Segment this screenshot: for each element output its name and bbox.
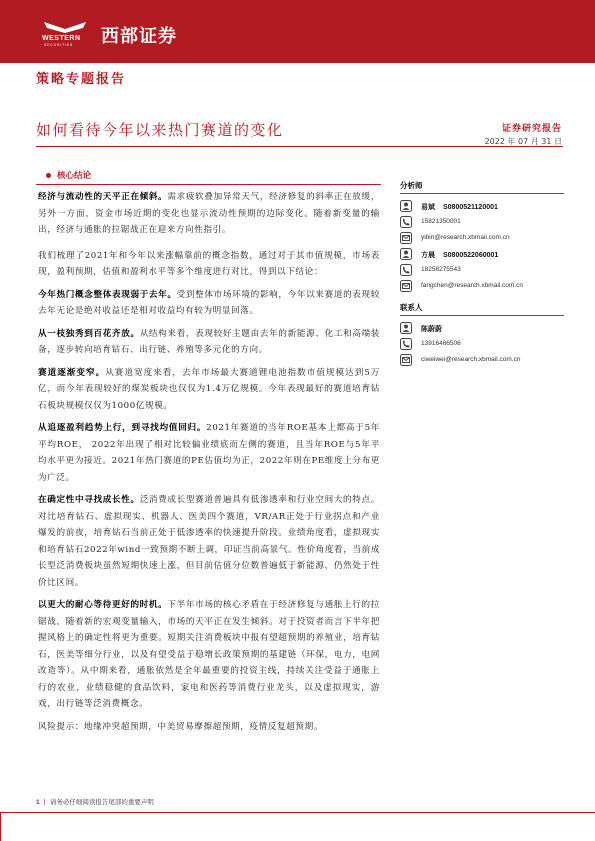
analyst-email-row <box>400 232 564 248</box>
report-date: 2022 年 07 月 31 日 <box>484 137 562 146</box>
analyst-email[interactable]: fangchen@research.xbmail.com.cn <box>421 282 523 289</box>
section-header <box>36 169 381 183</box>
logo-en-top: WESTERN <box>42 35 81 42</box>
analyst-divider <box>400 193 564 194</box>
person-icon <box>400 322 412 334</box>
analyst-phone: 15821350001 <box>421 218 461 225</box>
paragraph <box>38 365 380 415</box>
paragraph <box>38 287 380 320</box>
contact-phone-row <box>400 338 564 354</box>
analyst-email-row <box>400 280 564 296</box>
section-title: 核心结论 <box>57 171 92 181</box>
phone-icon <box>400 216 412 228</box>
phone-icon <box>400 338 412 350</box>
report-type: 策略专题报告 <box>36 72 127 87</box>
paragraph-text: 泛消费成长型赛道普遍具有低渗透率和行业空间大的特点。对比培育钻石、虚拟现实、机器人、医美四个赛道，VR/AR正处于行业拐点和产业爆发的前夜，培育钻石当前正处于低渗透率的快速提升阶段。业绩角度看，虚拟现实和培育钻石2022年wind一致预期不断上调，印证当前高景气。性价角度看，当前成长型泛消费板块虽然短期快速上涨，但目前估值分位数普遍低于新能源，仍然处于性价比区间。 <box>38 495 381 588</box>
analyst-name-row <box>400 200 564 216</box>
contact-name: 陈蔚蔚 <box>421 324 442 333</box>
bullet-dot-icon <box>46 173 51 178</box>
analyst-phone: 18258275543 <box>421 266 461 273</box>
footer-separator: | <box>43 798 46 806</box>
contact-name-row <box>400 322 564 338</box>
person-icon <box>400 200 412 212</box>
paragraph <box>38 597 380 713</box>
header-bar <box>0 0 595 63</box>
paragraph <box>38 420 380 486</box>
paragraph-text: 从结构来看，表现较好主题由去年的新能源、化工和高端装备，逐步转向培育钻石、出行链、养殖等多元化的方向。 <box>38 328 380 355</box>
paragraph-lead: 在确定性中寻找成长性。 <box>38 495 140 505</box>
company-logo <box>38 20 208 48</box>
report-label: 证券研究报告 <box>501 124 562 134</box>
paragraph-lead: 从一枝独秀到百花齐放。 <box>38 328 140 339</box>
paragraph <box>38 189 380 239</box>
phone-icon <box>400 264 412 276</box>
page-title: 如何看待今年以来热门赛道的变化 <box>36 121 284 139</box>
logo-cn: 西部证券 <box>101 26 177 47</box>
email-icon <box>400 232 412 244</box>
paragraph-text: 从赛道宽度来看，去年市场最大赛道锂电池指数市值规模达到5万亿，而今年表现较好的煤炭板块也仅仅为1.4万亿规模。今年表现最好的赛道培育钻石板块规模仅仅为1000亿规模。 <box>38 367 380 411</box>
footer-disclaimer: 请务必仔细阅读报告尾部的重要声明 <box>49 798 154 806</box>
paragraph <box>38 248 380 281</box>
paragraph <box>38 492 380 591</box>
email-icon <box>400 354 412 366</box>
analyst-name-row <box>400 248 564 264</box>
paragraph-text: 需求疲软叠加异常天气，经济修复的斜率正在放缓，另外一方面，资金市场近期的变化也显示流动性预期的边际变化。随着新变量的输出，经济与通胀的拉锯战正在迎来方向性指引。 <box>38 192 380 235</box>
logo-en-bottom: SECURITIES <box>44 43 74 47</box>
analyst-cert: S0800522060001 <box>443 252 499 259</box>
analyst-cert: S0800521120001 <box>443 204 498 211</box>
analyst-phone-row <box>400 216 564 232</box>
paragraph-text: 下半年市场的核心矛盾在于经济修复与通胀上行的拉锯战，随着新的宏观变量输入，市场的天平正在发生倾斜。对于投资者而言下半年把握风格上的确定性将更为重要。短期关注消费板块中报有望超预期的养殖业，培育钻石，医美等细分行业，以及有望受益于稳增长政策预期的基建链（环保，电力，电网改造等）。从中期来看，通胀依然是全年最重要的投资主线，持续关注受益于通胀上行的农业，业绩稳健的食品饮料，家电和医药等消费行业龙头，以及虚拟现实，游戏，出行链等泛消费概念。 <box>38 600 380 709</box>
paragraph-text: 我们梳理了2021年和今年以来涨幅靠前的概念指数，通过对于其市值规模，市场表现，盈利预期，估值和盈利水平等多个维度进行对比，得到以下结论： <box>38 250 380 277</box>
analyst-email[interactable]: yibin@research.xbmail.com.cn <box>421 234 510 241</box>
person-icon <box>400 248 412 260</box>
page-number: 1 <box>36 799 40 806</box>
footer-divider <box>0 812 595 813</box>
paragraph-text: 2021年赛道的当年ROE基本上都高于5年平均ROE， 2022年出现了相对比较偏业绩底而左侧的赛道，且当年ROE与5年平均水平更为接近。2021年热门赛道的PE估值均为正，2022年则在PE维度上分布更为广泛。 <box>38 423 380 483</box>
footer-corner-line <box>0 812 20 841</box>
analyst-phone-row <box>400 264 564 280</box>
paragraph-text: 受到整体市场环境的影响，今年以来赛道的表现较去年无论是绝对收益还是相对收益均有较为明显回落。 <box>38 289 380 316</box>
paragraph-lead: 以更大的耐心等待更好的时机。 <box>38 600 168 610</box>
paragraph-lead: 从追逐盈利趋势上行，到寻找均值回归。 <box>38 423 207 433</box>
risk-warning <box>38 719 380 736</box>
contact-email[interactable]: ciweiwei@research.xbmail.com.cn <box>421 356 521 363</box>
paragraph <box>38 326 380 359</box>
title-divider <box>36 146 563 147</box>
section-divider <box>36 184 381 185</box>
paragraph-lead: 今年热门概念整体表现弱于去年。 <box>38 289 177 300</box>
paragraph-text: 风险提示：地缘冲突超预期，中美贸易摩擦超预期，疫情反复超预期。 <box>38 721 324 732</box>
contact-title: 联系人 <box>400 303 423 312</box>
footer <box>36 797 154 806</box>
paragraph-lead: 赛道逐渐变窄。 <box>38 367 106 378</box>
analyst-title: 分析师 <box>400 181 423 190</box>
contact-email-row <box>400 354 564 370</box>
email-icon <box>400 280 412 292</box>
analyst-name: 方晨 <box>421 250 435 259</box>
body-text <box>38 189 380 741</box>
analyst-panel <box>400 180 564 370</box>
contact-phone: 13916466506 <box>421 340 461 347</box>
contact-divider <box>400 315 564 316</box>
analyst-name: 易斌 <box>421 202 435 211</box>
paragraph-lead: 经济与流动性的天平正在倾斜。 <box>38 192 168 202</box>
